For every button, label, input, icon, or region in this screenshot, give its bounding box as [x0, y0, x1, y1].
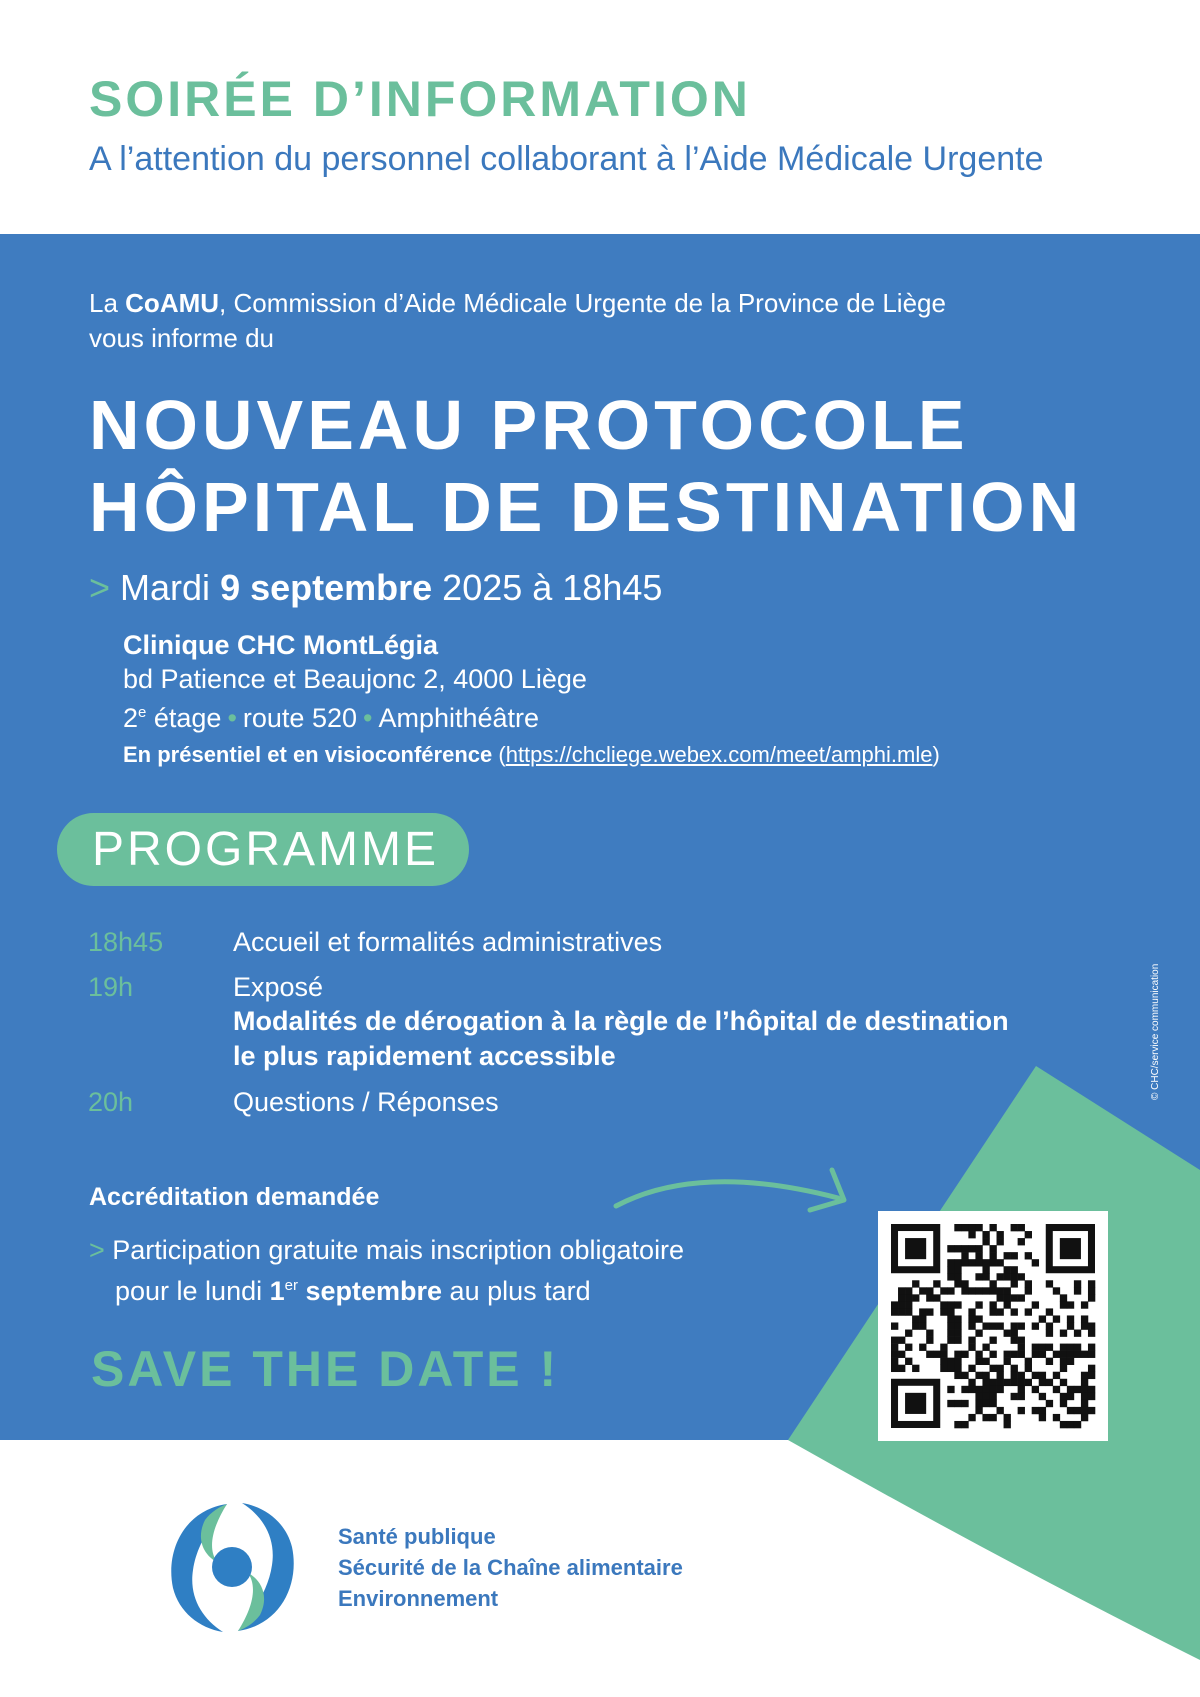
- footer-line3: Environnement: [338, 1586, 499, 1611]
- paren-close: ): [932, 742, 940, 767]
- save-the-date: SAVE THE DATE !: [91, 1341, 560, 1397]
- venue-room: Amphithéâtre: [378, 703, 540, 733]
- venue-address: bd Patience et Beaujonc 2, 4000 Liège: [123, 664, 587, 694]
- registration-day: 1: [269, 1276, 285, 1306]
- venue-name: Clinique CHC MontLégia: [123, 630, 438, 660]
- programme-detail-line2: le plus rapidement accessible: [233, 1041, 616, 1071]
- programme-detail-text: [233, 1004, 1009, 1038]
- programme-heading: PROGRAMME: [92, 823, 440, 876]
- registration-suffix: au plus tard: [442, 1276, 591, 1306]
- intro-prefix: La: [89, 288, 126, 318]
- bullet-separator: •: [363, 703, 373, 733]
- date-year-time: 2025 à 18h45: [432, 567, 663, 608]
- programme-detail-text: [233, 1039, 616, 1073]
- main-title-line1: NOUVEAU PROTOCOLE: [89, 386, 969, 464]
- programme-title: Questions / Réponses: [233, 1087, 499, 1117]
- qr-code[interactable]: [878, 1211, 1108, 1441]
- audience-subtitle: A l’attention du personnel collaborant à l’Aide Médicale Urgente: [89, 140, 1044, 178]
- webex-link[interactable]: https://chcliege.webex.com/meet/amphi.mle: [505, 742, 933, 767]
- venue-location: [123, 696, 587, 735]
- registration-prefix: pour le lundi: [115, 1276, 270, 1306]
- accreditation-note: Accréditation demandée: [89, 1183, 380, 1211]
- date-day-month: 9 septembre: [220, 567, 433, 608]
- programme-title: Exposé: [233, 972, 324, 1002]
- event-date: [89, 567, 662, 609]
- registration-line1: [89, 1233, 684, 1268]
- chevron-right-icon: >: [89, 1235, 105, 1265]
- registration-day-sup: er: [284, 1277, 298, 1294]
- venue-floor-word: étage: [146, 703, 222, 733]
- programme-time: 20h: [88, 1087, 134, 1117]
- footer-line2: Sécurité de la Chaîne alimentaire: [338, 1555, 683, 1580]
- registration-line2: [89, 1268, 684, 1309]
- bullet-separator: •: [227, 703, 237, 733]
- venue-floor-num: 2: [123, 703, 139, 733]
- programme-time: 19h: [88, 972, 134, 1002]
- programme-detail-line1: Modalités de dérogation à la règle de l’hôpital de destination: [233, 1006, 1009, 1036]
- registration-month: septembre: [297, 1276, 443, 1306]
- registration-note: [89, 1233, 684, 1309]
- curved-arrow-icon: [610, 1160, 860, 1240]
- programme-title: Accueil et formalités administratives: [233, 927, 663, 957]
- event-type-heading: SOIRÉE D’INFORMATION: [89, 71, 751, 127]
- org-short-name: CoAMU: [125, 288, 220, 318]
- main-title-line2: HÔPITAL DE DESTINATION: [89, 468, 1084, 546]
- attendance-mode-label: En présentiel et en visioconférence: [123, 742, 493, 767]
- main-title: [89, 384, 1083, 548]
- intro-text: [89, 286, 1049, 356]
- registration-text1: Participation gratuite mais inscription obligatoire: [104, 1235, 685, 1265]
- ministry-name: [338, 1521, 683, 1614]
- intro-line2: vous informe du: [89, 323, 274, 353]
- chevron-right-icon: >: [89, 567, 111, 608]
- attendance-mode: [123, 742, 940, 768]
- copyright-credit: © CHC/service communication: [1150, 963, 1161, 1100]
- venue-floor-sup: e: [138, 704, 147, 721]
- venue-block: [123, 628, 587, 735]
- programme-time: 18h45: [88, 927, 164, 957]
- spf-sante-logo: [165, 1500, 300, 1635]
- date-weekday: Mardi: [120, 567, 221, 608]
- paren-open: (: [492, 742, 506, 767]
- venue-route: route 520: [242, 703, 357, 733]
- footer-line1: Santé publique: [338, 1524, 496, 1549]
- intro-rest: , Commission d’Aide Médicale Urgente de la Province de Liège: [219, 288, 946, 318]
